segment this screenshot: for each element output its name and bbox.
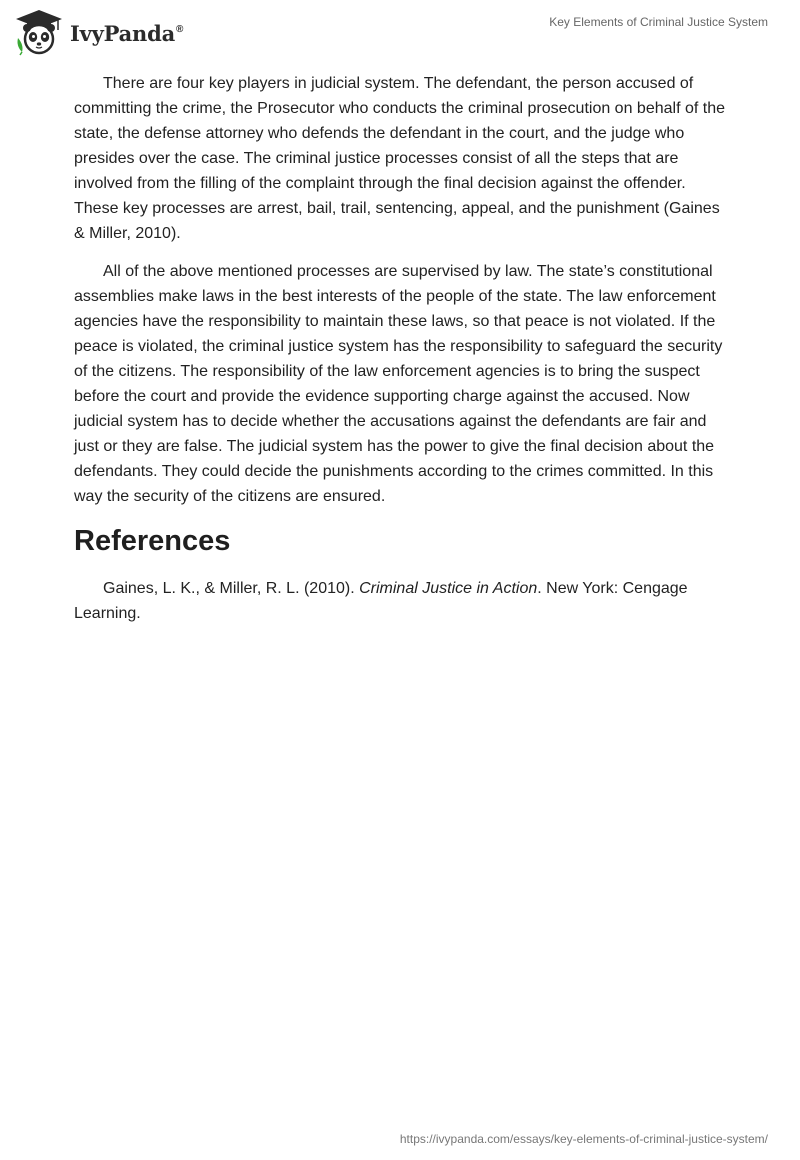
logo-wordmark: IvyPanda® (70, 20, 184, 46)
panda-graduate-icon (14, 8, 64, 56)
reference-authors: Gaines, L. K., & Miller, R. L. (2010). (103, 580, 360, 597)
registered-mark: ® (176, 23, 184, 35)
document-title: Key Elements of Criminal Justice System (549, 15, 768, 29)
essay-body (74, 71, 730, 626)
paragraph-1: There are four key players in judicial system. The defendant, the person accused of committing the crime, the Prosecutor who conducts the criminal prosecution on behalf of the state, the defense attorney who defends the defendant in the court, and the judge who presides over the case. The criminal justice processes consist of all the steps that are involved from the filling of the complaint through the final decision against the offender. These key processes are arrest, bail, trail, sentencing, appeal, and the punishment (Gaines & Miller, 2010). (74, 75, 725, 242)
logo[interactable] (14, 8, 183, 56)
page-header (0, 0, 800, 60)
reference-item (74, 576, 730, 626)
paragraph-2: All of the above mentioned processes are supervised by law. The state’s constitutional assemblies make laws in the best interests of the people of the state. The law enforcement agencies have the responsibility to maintain these laws, so that peace is not violated. If the peace is violated, the criminal justice system has the responsibility to safeguard the security of the citizens. The responsibility of the law enforcement agencies is to bring the suspect before the court and provide the evidence supporting charge against the accused. Now judicial system has to decide whether the accusations against the defendants are fair and just or they are false. The judicial system has the power to give the final decision about the defendants. They could decide the punishments according to the crimes committed. In this way the security of the citizens are ensured. (74, 263, 723, 505)
reference-title: Criminal Justice in Action (359, 580, 538, 597)
references-heading: References (74, 525, 231, 557)
source-url[interactable]: https://ivypanda.com/essays/key-elements-of-criminal-justice-system/ (399, 1132, 768, 1146)
reference-publisher: . New York: Cengage Learning. (74, 580, 688, 622)
